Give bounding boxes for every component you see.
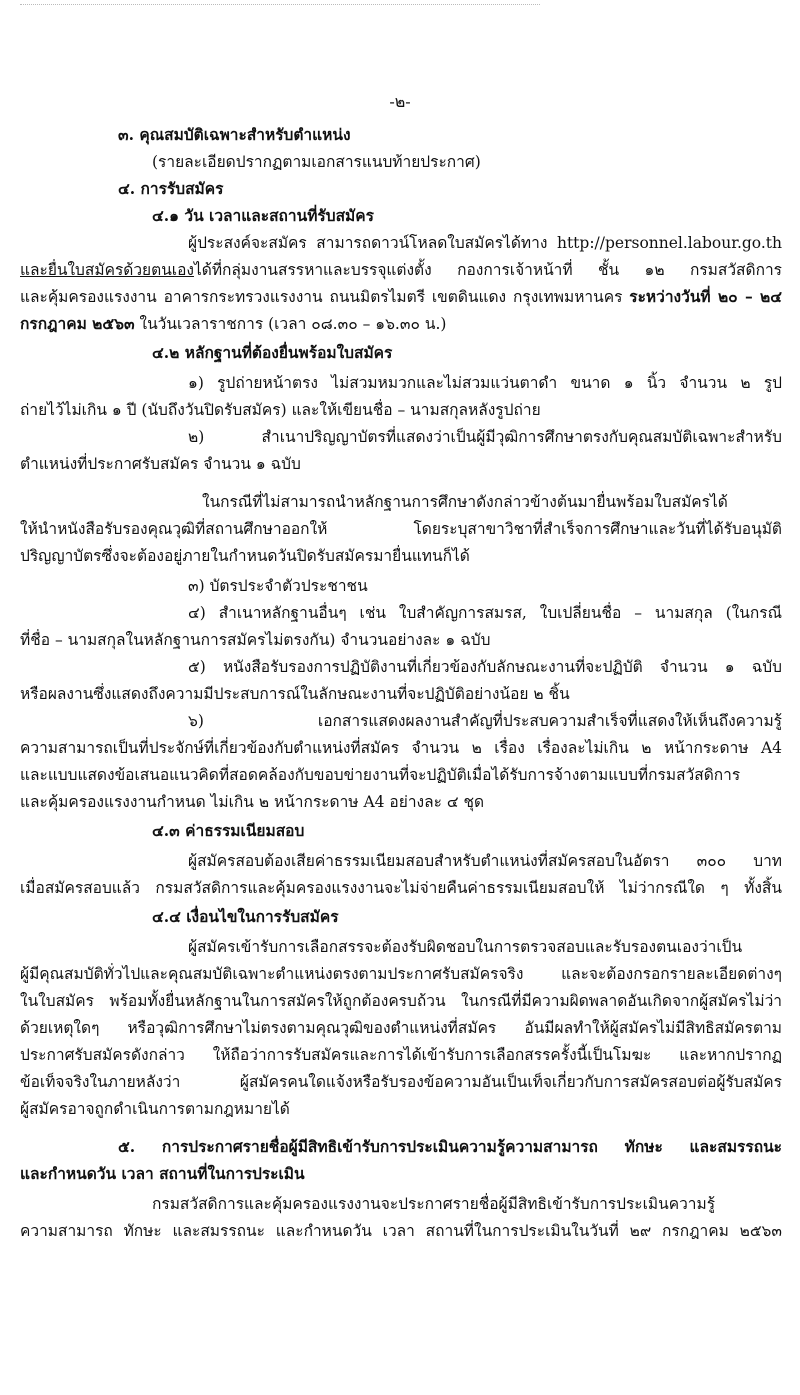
item-2-line-5: ปริญญาบัตรซึ่งจะต้องอยู่ภายในกำหนดวันปิดรับสมัครมายื่นแทนก็ได้ [20, 547, 470, 565]
item-6-line-4: และคุ้มครองแรงงานกำหนด ไม่เกิน ๒ หน้ากระดาษ A4 อย่างละ ๔ ชุด [20, 793, 485, 811]
page-number: -๒- [389, 92, 411, 111]
section-4-1-heading: ๔.๑ วัน เวลาและสถานที่รับสมัคร [152, 206, 374, 225]
section-3-detail: (รายละเอียดปรากฏตามเอกสารแนบท้ายประกาศ) [152, 153, 481, 171]
section-4-4-line-3: ในใบสมัคร พร้อมทั้งยื่นหลักฐานในการสมัครให้ถูกต้องครบถ้วน ในกรณีที่มีความผิดพลาดอันเกิดจากผู้สมัครไม่ว่า [20, 992, 782, 1010]
item-2-line-3: ในกรณีที่ไม่สามารถนำหลักฐานการศึกษาดังกล่าวข้างต้นมายื่นพร้อมใบสมัครได้ [202, 493, 728, 511]
section-4-2-heading: ๔.๒ หลักฐานที่ต้องยื่นพร้อมใบสมัคร [152, 343, 393, 362]
section-4-heading: ๔. การรับสมัคร [118, 179, 224, 198]
application-month-text: กรกฎาคม ๒๕๖๓ [20, 314, 135, 333]
section-5-heading-line-2: และกำหนดวัน เวลา สถานที่ในการประเมิน [20, 1164, 305, 1183]
item-5-line-2: หรือผลงานซึ่งแสดงถึงความมีประสบการณ์ในลักษณะงานที่จะปฏิบัติอย่างน้อย ๒ ชิ้น [20, 685, 570, 703]
section-4-1-line-3 [20, 286, 782, 308]
section-4-3-line-1: ผู้สมัครสอบต้องเสียค่าธรรมเนียมสอบสำหรับตำแหน่งที่สมัครสอบในอัตรา ๓๐๐ บาท [188, 852, 782, 870]
item-3: ๓) บัตรประจำตัวประชาชน [188, 577, 368, 595]
section-4-4-line-5: ประกาศรับสมัครดังกล่าว ให้ถือว่าการรับสมัครและการได้เข้ารับการเลือกสรรครั้งนี้เป็นโมฆะ และหากปรากฏ [20, 1046, 782, 1064]
section-4-1-line-2 [20, 259, 782, 281]
section-4-4-line-2: ผู้มีคุณสมบัติทั่วไปและคุณสมบัติเฉพาะตำแหน่งตรงตามประกาศรับสมัครจริง และจะต้องกรอกรายละเอียดต่างๆ [20, 965, 782, 983]
item-2-line-4: ให้นำหนังสือรับรองคุณวุฒิที่สถานศึกษาออกให้ โดยระบุสาขาวิชาที่สำเร็จการศึกษาและวันที่ได้รับอนุมัติ [20, 520, 782, 538]
section-5-heading-line-1: ๕. การประกาศรายชื่อผู้มีสิทธิเข้ารับการประเมินความรู้ความสามารถ ทักษะ และสมรรถนะ [118, 1137, 782, 1156]
section-4-4-line-4: ด้วยเหตุใดๆ หรือวุฒิการศึกษาไม่ตรงตามคุณวุฒิของตำแหน่งที่สมัคร อันมีผลทำให้ผู้สมัครไม่มีสิทธิสมัครตาม [20, 1019, 782, 1037]
submit-in-person-text: และยื่นใบสมัครด้วยตนเอง [20, 261, 194, 279]
section-4-3-line-2: เมื่อสมัครสอบแล้ว กรมสวัสดิการและคุ้มครองแรงงานจะไม่จ่ายคืนค่าธรรมเนียมสอบให้ ไม่ว่ากรณีใด ๆ ทั้งสิ้น [20, 879, 782, 897]
item-6-line-2: ความสามารถเป็นที่ประจักษ์ที่เกี่ยวข้องกับตำแหน่งที่สมัคร จำนวน ๒ เรื่อง เรื่องละไม่เกิน ๒ หน้ากระดาษ A4 [20, 739, 782, 757]
section-3-heading: ๓. คุณสมบัติเฉพาะสำหรับตำแหน่ง [118, 125, 351, 144]
section-4-4-line-1: ผู้สมัครเข้ารับการเลือกสรรจะต้องรับผิดชอบในการตรวจสอบและรับรองตนเองว่าเป็น [188, 938, 743, 956]
item-4-line-1: ๔) สำเนาหลักฐานอื่นๆ เช่น ใบสำคัญการสมรส, ใบเปลี่ยนชื่อ – นามสกุล (ในกรณี [188, 604, 782, 622]
item-1-line-1: ๑) รูปถ่ายหน้าตรง ไม่สวมหมวกและไม่สวมแว่นตาดำ ขนาด ๑ นิ้ว จำนวน ๒ รูป [188, 374, 782, 392]
section-4-1-line-1: ผู้ประสงค์จะสมัคร สามารถดาวน์โหลดใบสมัครได้ทาง http://personnel.labour.go.th [188, 234, 782, 252]
section-4-4-line-7: ผู้สมัครอาจถูกดำเนินการตามกฎหมายได้ [20, 1100, 290, 1118]
section-4-1-line-4 [20, 313, 446, 335]
section-4-3-heading: ๔.๓ ค่าธรรมเนียมสอบ [152, 821, 305, 840]
item-1-line-2: ถ่ายไว้ไม่เกิน ๑ ปี (นับถึงวันปิดรับสมัคร) และให้เขียนชื่อ – นามสกุลหลังรูปถ่าย [20, 401, 541, 419]
section-4-1-line-2-rest: ได้ที่กลุ่มงานสรรหาและบรรจุแต่งตั้ง กองการเจ้าหน้าที่ ชั้น ๑๒ กรมสวัสดิการ [193, 261, 782, 279]
item-6-line-3: และแบบแสดงข้อเสนอแนวคิดที่สอดคล้องกับขอบข่ายงานที่จะปฏิบัติเมื่อได้รับการจ้างตามแบบที่กรมสวัสดิการ [20, 766, 741, 784]
item-6-line-1: ๖) เอกสารแสดงผลงานสำคัญที่ประสบความสำเร็จที่แสดงให้เห็นถึงความรู้ [188, 712, 782, 730]
section-5-line-2: ความสามารถ ทักษะ และสมรรถนะ และกำหนดวัน เวลา สถานที่ในการประเมินในวันที่ ๒๙ กรกฎาคม ๒๕๖๓ [20, 1222, 782, 1240]
item-2-line-2: ตำแหน่งที่ประกาศรับสมัคร จำนวน ๑ ฉบับ [20, 455, 301, 473]
item-5-line-1: ๕) หนังสือรับรองการปฏิบัติงานที่เกี่ยวข้องกับลักษณะงานที่จะปฏิบัติ จำนวน ๑ ฉบับ [188, 658, 782, 676]
section-4-4-line-6: ข้อเท็จจริงในภายหลังว่า ผู้สมัครคนใดแจ้งหรือรับรองข้อความอันเป็นเท็จเกี่ยวกับการสมัครสอบต่อผู้รับสมัคร [20, 1073, 782, 1091]
office-hours-text: ในวันเวลาราชการ (เวลา ๐๘.๓๐ – ๑๖.๓๐ น.) [139, 315, 447, 333]
scan-artifact-line [20, 4, 540, 9]
item-2-line-1: ๒) สำเนาปริญญาบัตรที่แสดงว่าเป็นผู้มีวุฒิการศึกษาตรงกับคุณสมบัติเฉพาะสำหรับ [188, 428, 782, 446]
section-4-1-line-3-text: และคุ้มครองแรงงาน อาคารกระทรวงแรงงาน ถนนมิตรไมตรี เขตดินแดง กรุงเทพมหานคร [20, 288, 623, 306]
section-5-line-1: กรมสวัสดิการและคุ้มครองแรงงานจะประกาศรายชื่อผู้มีสิทธิเข้ารับการประเมินความรู้ [152, 1195, 716, 1213]
application-period-text: ระหว่างวันที่ ๒๐ – ๒๔ [629, 287, 782, 306]
section-4-4-heading: ๔.๔ เงื่อนไขในการรับสมัคร [152, 907, 339, 926]
item-4-line-2: ที่ชื่อ – นามสกุลในหลักฐานการสมัครไม่ตรงกัน) จำนวนอย่างละ ๑ ฉบับ [20, 631, 491, 649]
